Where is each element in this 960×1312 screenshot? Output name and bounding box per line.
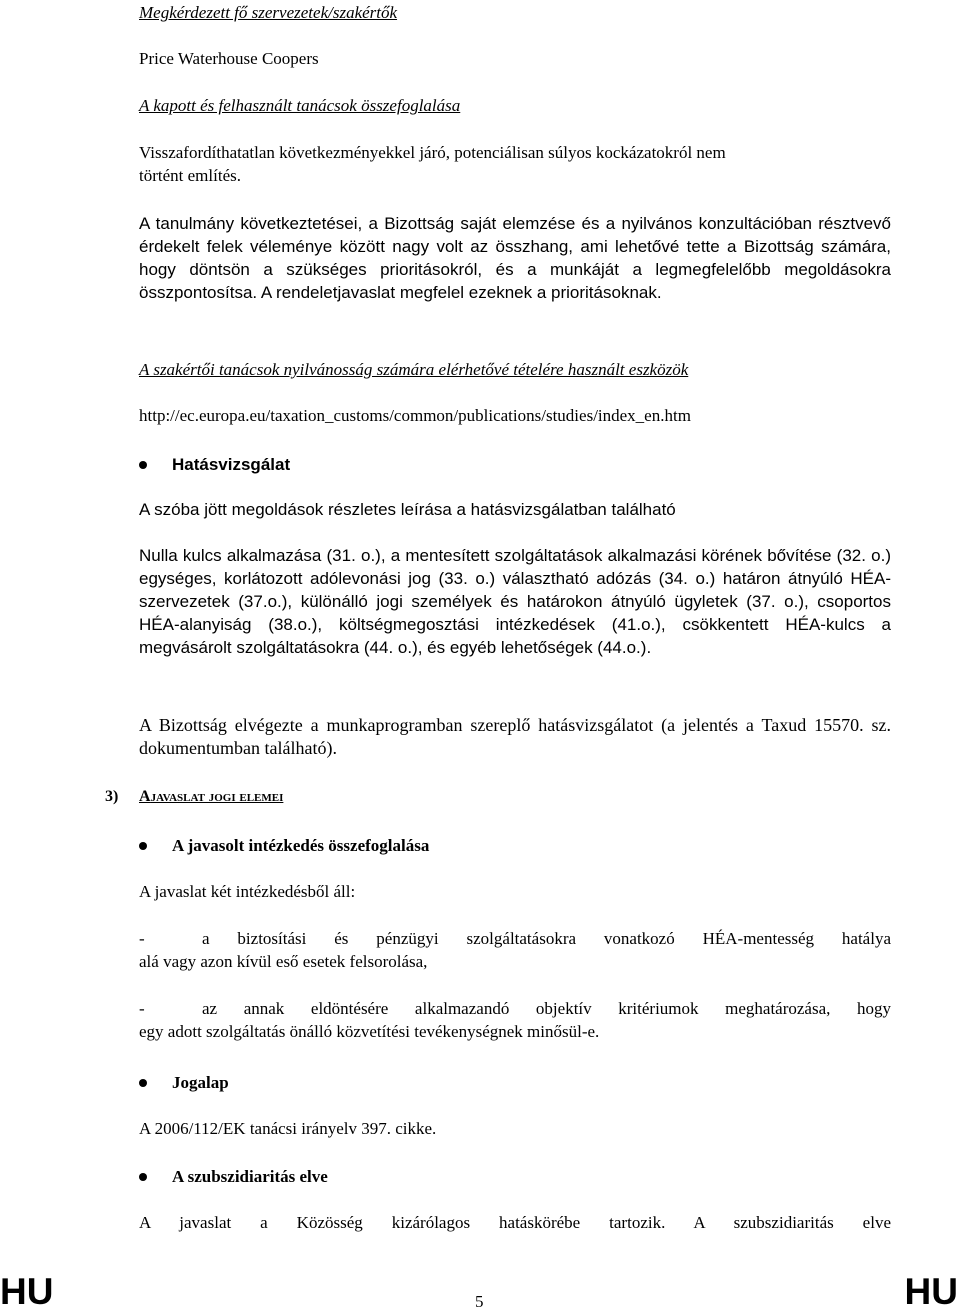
measure-item-2-line1: az annak eldöntésére alkalmazandó objektív kritériumok meghatározása, hogy [202, 999, 891, 1018]
list-dash: - [139, 999, 145, 1018]
bullet-dot-icon [139, 1079, 147, 1087]
footer-language-left: HU [0, 1271, 54, 1312]
advice-heading: A kapott és felhasznált tanácsok összefoglalása [139, 96, 461, 115]
commission-paragraph: A Bizottság elvégezte a munkaprogramban szereplő hatásvizsgálatot (a jelentés a Taxud 15570. sz. dokumentumban található). [139, 715, 891, 758]
section-3-heading [105, 788, 283, 806]
study-paragraph: A tanulmány következtetései, a Bizottság saját elemzése és a nyilvános konzultációban résztvevő érdekelt felek véleménye között nagy volt az összhang, ami lehetővé tette a Bizottság számára, hogy döntsön a szükséges prioritásokról, és a munkáját a legmegfelelőbb megoldásokra összpontosítsa. A rendeletjavaslat megfelel ezeknek a prioritásoknak. [139, 214, 891, 302]
measure-item-1 [139, 927, 891, 973]
section-title-initial: A [139, 788, 151, 805]
bullet-dot-icon [139, 842, 147, 850]
page-number: 5 [475, 1292, 484, 1311]
study-url[interactable]: http://ec.europa.eu/taxation_customs/common/publications/studies/index_en.htm [139, 406, 691, 425]
bullet-dot-icon [139, 461, 147, 469]
measure-item-2 [139, 997, 891, 1043]
section-title: javaslat jogi elemei [150, 789, 284, 805]
measure-item-1-line2: alá vagy azon kívül eső esetek felsorolása, [139, 952, 428, 971]
impact-bullet-title: Hatásvizsgálat [172, 455, 291, 474]
measure-item-1-line1: a biztosítási és pénzügyi szolgáltatásokra vonatkozó HÉA-mentesség hatálya [202, 929, 891, 948]
options-paragraph: Nulla kulcs alkalmazása (31. o.), a mentesített szolgáltatások alkalmazási körének bővítése (32. o.) egységes, korlátozott adólevonási jog (33. o.) választható adózás (34. o.) határon átnyúló HÉA-szervezetek (37.o.), különálló jogi személyek és határokon átnyúló ügyletek (37. o.), csoportos HÉA-alanyiság (38.o.), költségmegosztási intézkedések (41.o.), csökkentett HÉA-kulcs a megvásárolt szolgáltatásokra (44. o.), és egyéb lehetőségek (44.o.). [139, 546, 891, 657]
section-number: 3) [105, 788, 119, 805]
footer-language-right: HU [904, 1271, 958, 1312]
measure-item-2-line2: egy adott szolgáltatás önálló közvetítési tevékenységnek minősül-e. [139, 1022, 600, 1041]
expert-name: Price Waterhouse Coopers [139, 49, 319, 68]
subsidiarity-title: A szubszidiaritás elve [172, 1167, 328, 1186]
advice-text-line2: történt említés. [139, 166, 241, 185]
list-dash: - [139, 929, 145, 948]
experts-heading: Megkérdezett fő szervezetek/szakértők [139, 3, 398, 22]
advice-text-line1: Visszafordíthatatlan következményekkel járó, potenciálisan súlyos kockázatokról nem [139, 143, 726, 162]
subsidiarity-text: A javaslat a Közösség kizárólagos hatáskörébe tartozik. A szubszidiaritás elve [139, 1213, 891, 1232]
legal-basis-title: Jogalap [172, 1073, 229, 1092]
tools-heading: A szakértői tanácsok nyilvánosság számára elérhetővé tételére használt eszközök [139, 360, 689, 379]
summary-intro: A javaslat két intézkedésből áll: [139, 882, 356, 901]
summary-bullet-title: A javasolt intézkedés összefoglalása [172, 836, 430, 855]
impact-intro: A szóba jött megoldások részletes leírása a hatásvizsgálatban található [139, 500, 676, 519]
legal-basis-text: A 2006/112/EK tanácsi irányelv 397. cikke. [139, 1119, 437, 1138]
bullet-dot-icon [139, 1173, 147, 1181]
